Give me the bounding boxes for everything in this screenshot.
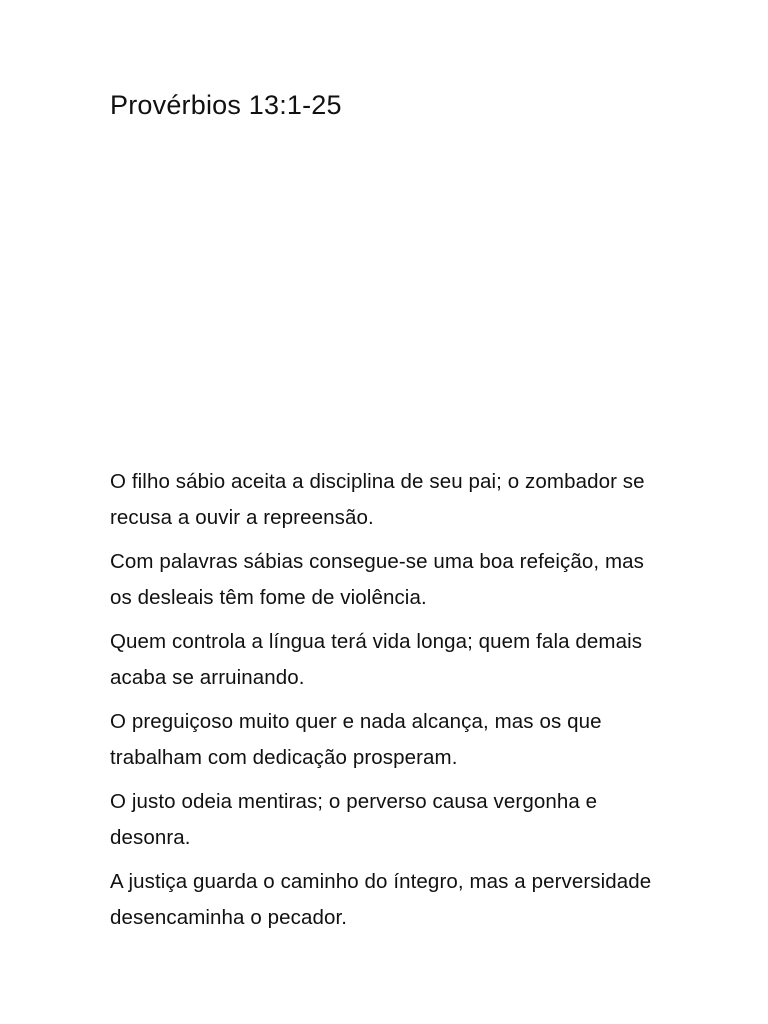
paragraph: Quem controla a língua terá vida longa; quem fala demais acaba se arruinando. [110,630,643,689]
paragraph: O justo odeia mentiras; o perverso causa vergonha e desonra. [110,790,598,849]
paragraph: O preguiçoso muito quer e nada alcança, mas os que trabalham com dedicação prosperam. [110,710,602,769]
document-body [110,464,670,944]
paragraph: Com palavras sábias consegue-se uma boa refeição, mas os desleais têm fome de violência. [110,550,645,609]
paragraph: O filho sábio aceita a disciplina de seu pai; o zombador se recusa a ouvir a repreensão. [110,470,645,529]
page-title: Provérbios 13:1-25 [110,90,342,120]
paragraph: A justiça guarda o caminho do íntegro, mas a perversidade desencaminha o pecador. [110,870,652,929]
